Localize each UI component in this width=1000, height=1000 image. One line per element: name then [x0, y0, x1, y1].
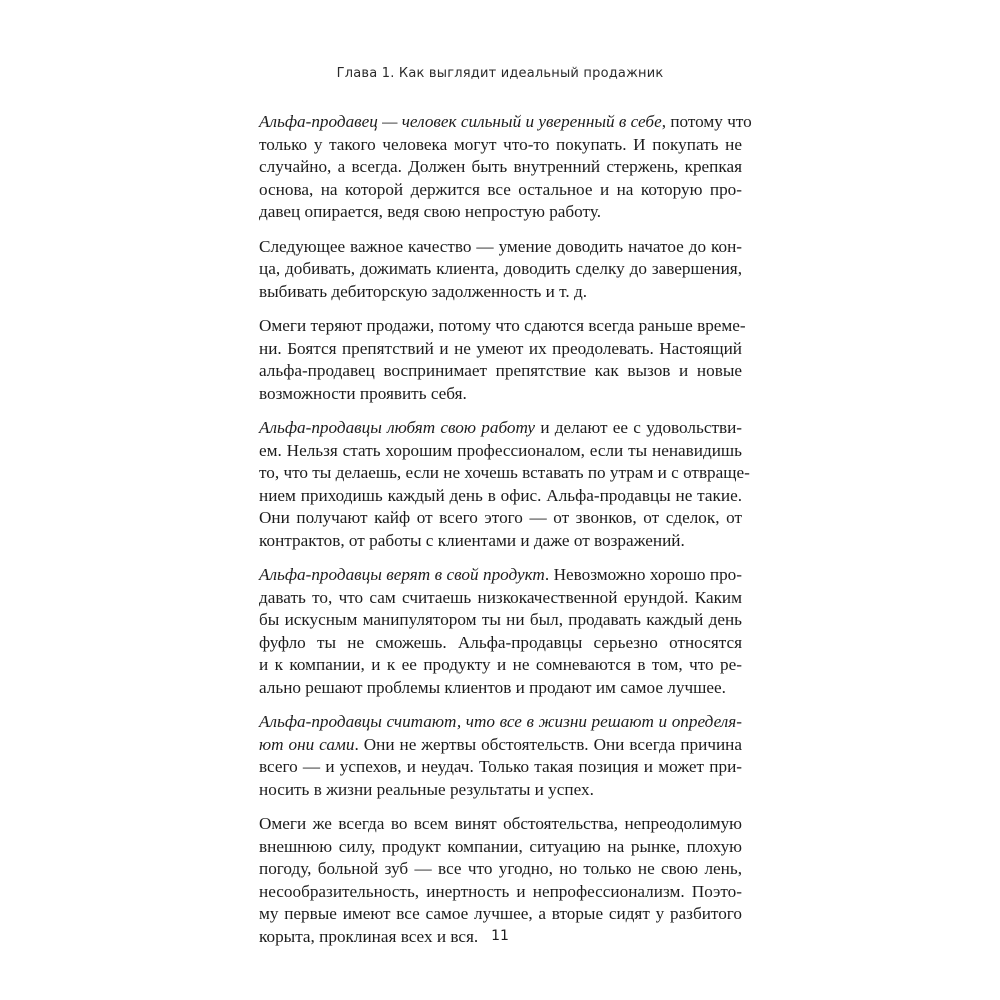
text-line [259, 677, 742, 700]
text-run: альфа-продавец воспринимает препятствие как вызов и новые [259, 361, 742, 380]
text-run: выбивать дебиторскую задолженность и т. д. [259, 281, 588, 301]
text-line [259, 134, 742, 157]
paragraph-gap [259, 699, 742, 711]
text-line [259, 858, 742, 881]
text-run: случайно, а всегда. Должен быть внутренний стержень, крепкая [259, 157, 742, 176]
body-text [259, 111, 752, 948]
text-run: ца, добивать, дожимать клиента, доводить сделку до завершения, [259, 259, 742, 278]
text-run: му первые имеют все самое лучшее, а вторые сидят у разбитого [259, 904, 742, 923]
text-line [259, 564, 742, 587]
text-line [259, 179, 742, 202]
text-line [259, 417, 742, 440]
paragraph [259, 236, 742, 304]
text-run: нием приходишь каждый день в офис. Альфа-продавцы не такие. [259, 485, 742, 505]
text-line [259, 281, 742, 304]
text-line [259, 315, 746, 338]
paragraph-gap [259, 405, 742, 417]
text-run: носить в жизни реальные результаты и успех. [259, 779, 594, 799]
text-run: только у такого человека могут что-то покупать. И покупать не [259, 134, 742, 154]
text-line [259, 338, 742, 361]
paragraph-gap [259, 801, 742, 813]
text-line [259, 756, 742, 779]
text-run: и к компании, и к ее продукту и не сомневаются в том, что ре- [259, 655, 742, 674]
text-run: давец опирается, ведя свою непростую работу. [259, 202, 601, 221]
emphasized-text: Альфа-продавцы любят свою работу [259, 418, 536, 437]
text-line [259, 711, 742, 734]
emphasized-text: Альфа-продавец — человек сильный и уверенный в себе [259, 112, 662, 131]
text-line [259, 258, 742, 281]
text-run: ем. Нельзя стать хорошим профессионалом, если ты ненавидишь [259, 440, 742, 460]
text-run: несообразительность, инертность и непрофессионализм. Поэто- [259, 881, 742, 901]
paragraph [259, 564, 742, 699]
text-line [259, 903, 742, 926]
text-run: , потому что [661, 112, 752, 131]
text-line [259, 485, 742, 508]
text-run: ни. Боятся препятствий и не умеют их преодолевать. Настоящий [259, 338, 742, 358]
text-line [259, 156, 742, 179]
text-run: . Невозможно хорошо про- [544, 565, 742, 584]
text-run: основа, на которой держится все остальное и на которую про- [259, 179, 742, 199]
text-run: Следующее важное качество — умение доводить начатое до кон- [259, 236, 742, 256]
text-line [259, 881, 742, 904]
text-run: внешнюю силу, продукт компании, ситуацию на рынке, плохую [259, 836, 742, 856]
text-line [259, 111, 752, 134]
text-line [259, 201, 742, 224]
paragraph [259, 315, 746, 405]
text-run: бы искусным манипулятором ты ни был, продавать каждый день [259, 610, 742, 629]
text-line [259, 440, 742, 463]
text-run: всего — и успехов, и неудач. Только такая позиция и может при- [259, 757, 742, 776]
running-head: Глава 1. Как выглядит идеальный продажник [336, 66, 664, 81]
text-run: давать то, что сам считаешь низкокачественной ерундой. Каким [259, 587, 742, 607]
text-line [259, 734, 742, 757]
text-line [259, 530, 742, 553]
text-run: Они получают кайф от всего этого — от звонков, от сделок, от [259, 508, 742, 527]
text-line [259, 507, 742, 530]
text-line [259, 462, 750, 485]
paragraph [259, 111, 752, 224]
text-run: контрактов, от работы с клиентами и даже от возражений. [259, 530, 685, 550]
paragraph-gap [259, 552, 742, 564]
text-run: то, что ты делаешь, если не хочешь вставать по утрам и с отвраще- [259, 463, 750, 482]
text-run: возможности проявить себя. [259, 383, 467, 403]
emphasized-text: Альфа-продавцы считают, что все в жизни решают и определя- [259, 712, 742, 731]
text-line [259, 813, 742, 836]
text-line [259, 654, 742, 677]
text-line [259, 632, 742, 655]
text-run: Омеги же всегда во всем винят обстоятельства, непреодолимую [259, 814, 742, 833]
text-line [259, 360, 742, 383]
text-line [259, 236, 742, 259]
text-run: фуфло ты не сможешь. Альфа-продавцы серьезно относятся [259, 632, 742, 652]
paragraph [259, 417, 750, 552]
text-run: и делают ее с удовольстви- [535, 418, 743, 437]
text-run: . Они не жертвы обстоятельств. Они всегда причина [354, 734, 742, 754]
paragraph [259, 711, 742, 801]
emphasized-text: Альфа-продавцы верят в свой продукт [259, 565, 545, 584]
text-run: Омеги теряют продажи, потому что сдаются всегда раньше време- [259, 316, 746, 335]
text-line [259, 609, 742, 632]
paragraph-gap [259, 303, 742, 315]
emphasized-text: ют они сами [259, 734, 355, 754]
text-line [259, 587, 742, 610]
page-number: 11 [491, 928, 509, 944]
text-line [259, 383, 742, 406]
text-line [259, 779, 742, 802]
text-run: корыта, проклиная всех и вся. [259, 926, 479, 946]
paragraph-gap [259, 224, 742, 236]
text-line [259, 836, 742, 859]
text-run: ально решают проблемы клиентов и продают им самое лучшее. [259, 677, 726, 697]
text-run: погоду, больной зуб — все что угодно, но только не свою лень, [259, 859, 742, 878]
